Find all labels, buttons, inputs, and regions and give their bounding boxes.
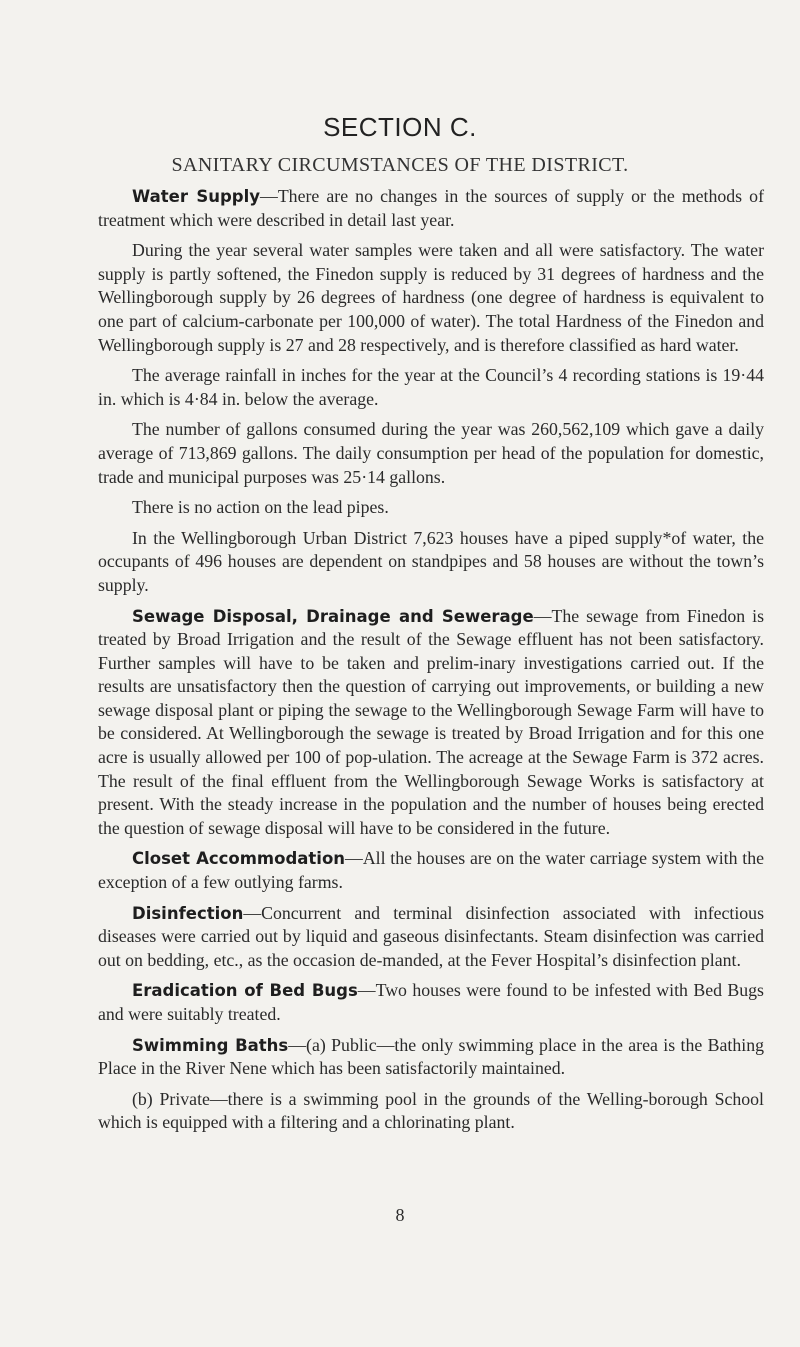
paragraph-heading: Swimming Baths: [132, 1035, 289, 1055]
paragraph-piped-supply: [98, 527, 764, 598]
paragraph-text: The number of gallons consumed during the year was 260,562,109 which gave a daily average of 713,869 gallons. The daily consumption per head of the population for domestic, trade and municipal purposes was 25·14 gallons.: [98, 419, 764, 487]
section-subtitle: SANITARY CIRCUMSTANCES OF THE DISTRICT.: [171, 154, 629, 176]
paragraph-sewage-disposal: [98, 605, 764, 841]
paragraph-heading: Disinfection: [132, 903, 244, 923]
paragraph-text: In the Wellingborough Urban District 7,623 houses have a piped supply*of water, the occupants of 496 houses are dependent on standpipes and 58 houses are without the town’s supply.: [98, 527, 764, 595]
paragraph-rainfall: [98, 364, 764, 411]
paragraph-private-pool: [98, 1088, 764, 1135]
page-number: 8: [395, 1205, 405, 1225]
paragraph-bed-bugs: [98, 979, 764, 1026]
paragraph-text: The average rainfall in inches for the year at the Council’s 4 recording stations is 19·44 in. which is 4·84 in. below the average.: [98, 365, 764, 409]
paragraph-consumption: [98, 418, 764, 489]
paragraph-text: —All the houses are on the water carriage system with the exception of a few outlying farms.: [98, 848, 764, 893]
paragraph-disinfection: [98, 902, 764, 973]
document-body: [98, 185, 764, 1142]
paragraph-lead-pipes: [98, 496, 764, 520]
paragraph-closet-accommodation: [98, 847, 764, 894]
paragraph-swimming-baths: [98, 1034, 764, 1081]
paragraph-text: —The sewage from Finedon is treated by Broad Irrigation and the result of the Sewage effluent has not been satisfactory. Further samples will have to be taken and prelim-inary investigations carried out. If the results are unsatisfactory then the question of carrying out improvements, or building a new sewage disposal plant or piping the sewage to the Wellingborough Sewage Farm will have to be considered. At Wellingborough the sewage is treated by Broad Irrigation and for this one acre is usually allowed per 100 of pop-ulation. The acreage at the Sewage Farm is 372 acres. The result of the final effluent from the Wellingborough Sewage Works is satisfactory at present. With the steady increase in the population and the number of houses being erected the question of sewage disposal will have to be considered in the future.: [98, 605, 765, 838]
paragraph-text: —Concurrent and terminal disinfection associated with infectious diseases were carried out by liquid and gaseous disinfectants. Steam disinfection was carried out on bedding, etc., as the occasion de-manded, at the Fever Hospital’s disinfection plant.: [98, 902, 764, 970]
paragraph-text: —(a) Public—the only swimming place in the area is the Bathing Place in the River Nene which has been satisfactorily maintained.: [98, 1034, 764, 1079]
paragraph-text: —Two houses were found to be infested with Bed Bugs and were suitably treated.: [98, 980, 764, 1024]
paragraph-text: There is no action on the lead pipes.: [132, 497, 389, 518]
paragraph-heading: Closet Accommodation: [132, 849, 346, 869]
paragraph-water-supply: [98, 185, 764, 232]
paragraph-text: During the year several water samples were taken and all were satisfactory. The water supply is partly softened, the Finedon supply is reduced by 31 degrees of hardness and the Wellingborough supply by 26 degrees of hardness (one degree of hardness is equivalent to one part of calcium-carbonate per 100,000 of water). The total Hardness of the Finedon and Wellingborough supply is 27 and 28 respectively, and is therefore classified as hard water.: [98, 240, 764, 355]
paragraph-text: —There are no changes in the sources of supply or the methods of treatment which were described in detail last year.: [98, 186, 764, 230]
section-title: SECTION C.: [323, 112, 477, 142]
paragraph-heading: Sewage Disposal, Drainage and Sewerage: [132, 606, 534, 626]
paragraph-heading: Water Supply: [132, 187, 261, 206]
paragraph-water-samples: [98, 239, 764, 357]
paragraph-text: (b) Private—there is a swimming pool in the grounds of the Welling-borough School which is equipped with a filtering and a chlorinating plant.: [98, 1088, 764, 1133]
paragraph-heading: Eradication of Bed Bugs: [132, 981, 358, 1001]
